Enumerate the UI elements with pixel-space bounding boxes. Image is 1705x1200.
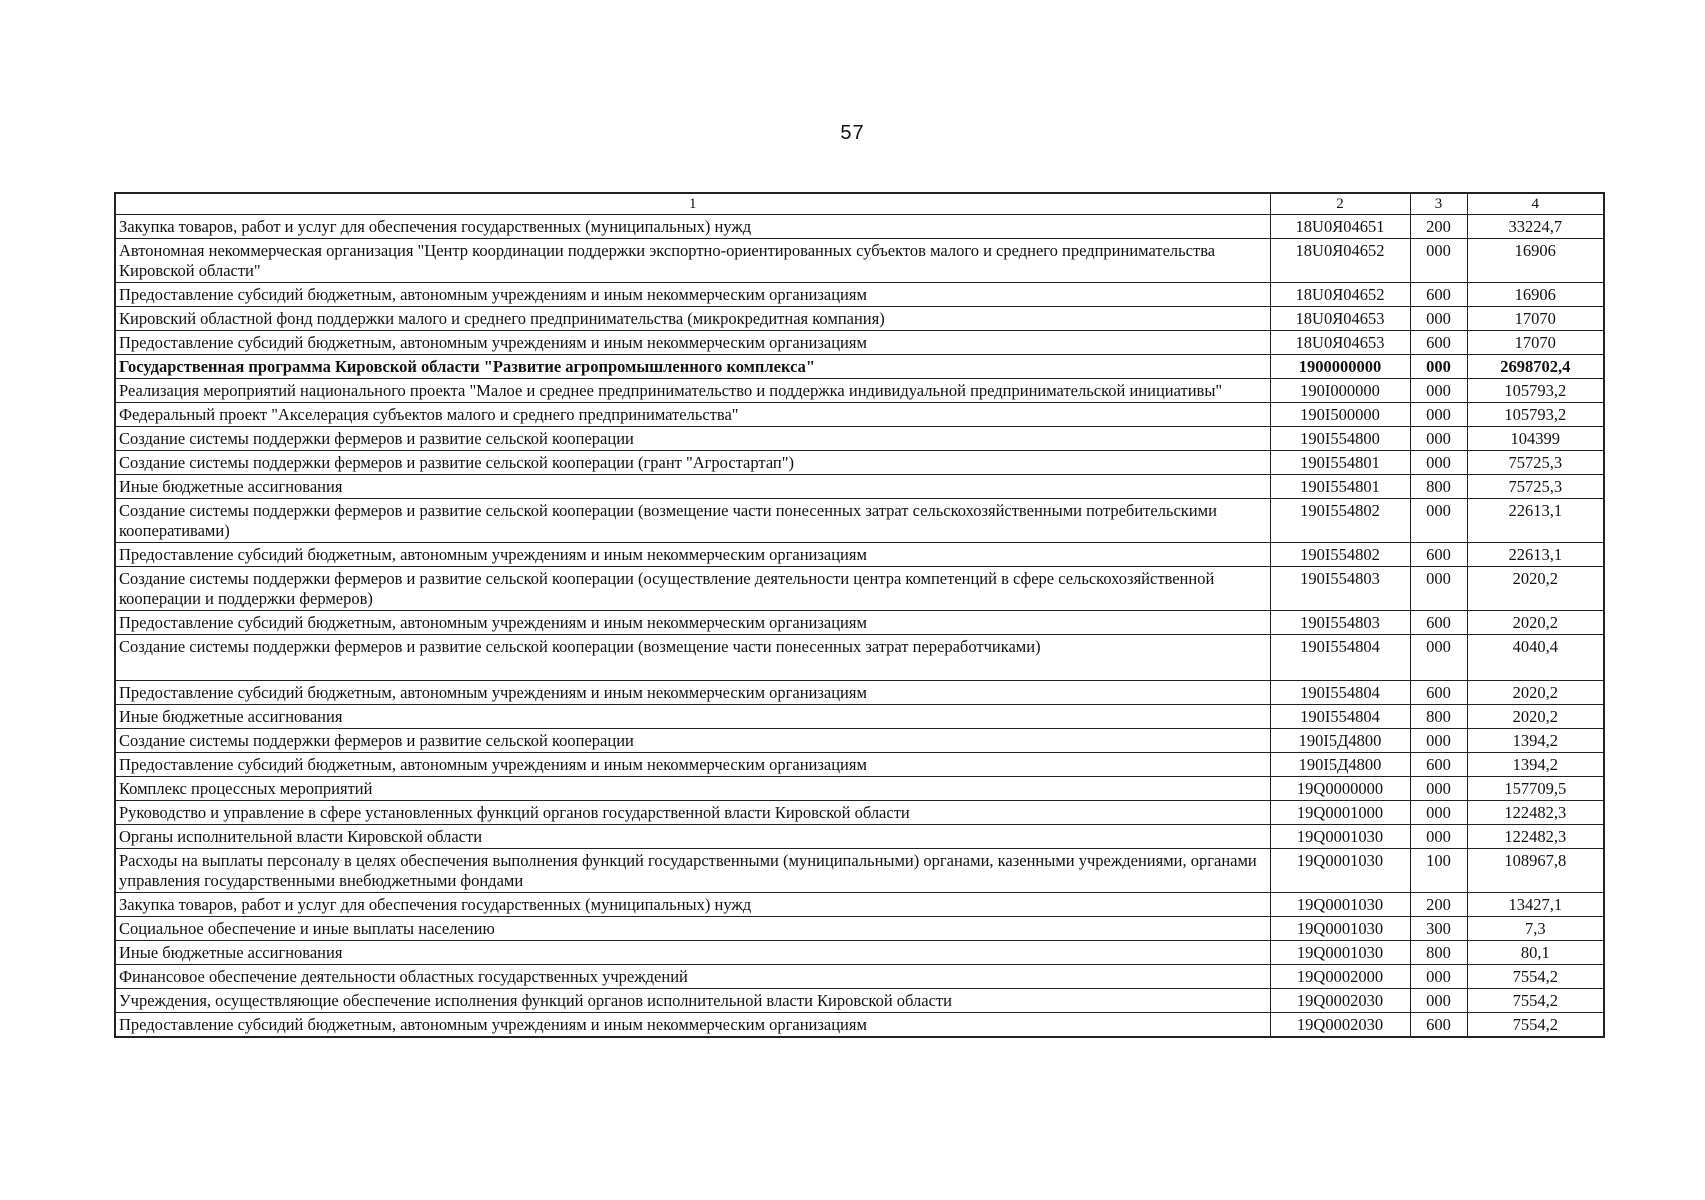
row-name-cell: Иные бюджетные ассигнования: [115, 941, 1270, 965]
row-code-cell: 19Q0002030: [1270, 1013, 1410, 1038]
row-amount-cell: 17070: [1467, 331, 1604, 355]
row-name-cell: Закупка товаров, работ и услуг для обеспечения государственных (муниципальных) нужд: [115, 215, 1270, 239]
row-amount-cell: 122482,3: [1467, 801, 1604, 825]
row-name-cell: Иные бюджетные ассигнования: [115, 705, 1270, 729]
row-code-cell: 18U0Я04653: [1270, 307, 1410, 331]
table-row: [115, 705, 1604, 729]
table-row: [115, 379, 1604, 403]
row-code-cell: 19Q0002030: [1270, 989, 1410, 1013]
row-amount-cell: 2020,2: [1467, 705, 1604, 729]
row-name-cell: Закупка товаров, работ и услуг для обеспечения государственных (муниципальных) нужд: [115, 893, 1270, 917]
row-amount-cell: 13427,1: [1467, 893, 1604, 917]
row-amount-cell: 1394,2: [1467, 729, 1604, 753]
row-type-cell: 800: [1410, 705, 1467, 729]
row-amount-cell: 2020,2: [1467, 567, 1604, 611]
row-type-cell: 600: [1410, 681, 1467, 705]
row-name-cell: Предоставление субсидий бюджетным, автономным учреждениям и иным некоммерческим организациям: [115, 611, 1270, 635]
row-code-cell: 190I554801: [1270, 475, 1410, 499]
table-row: [115, 777, 1604, 801]
row-type-cell: 000: [1410, 307, 1467, 331]
row-type-cell: 000: [1410, 635, 1467, 681]
table-row: [115, 611, 1604, 635]
row-code-cell: 19Q0001000: [1270, 801, 1410, 825]
table-row: [115, 307, 1604, 331]
table-row: [115, 403, 1604, 427]
row-code-cell: 190I554804: [1270, 681, 1410, 705]
row-code-cell: 19Q0001030: [1270, 825, 1410, 849]
row-code-cell: 190I554803: [1270, 567, 1410, 611]
row-type-cell: 800: [1410, 941, 1467, 965]
table-row: [115, 917, 1604, 941]
row-amount-cell: 2020,2: [1467, 611, 1604, 635]
row-name-cell: Иные бюджетные ассигнования: [115, 475, 1270, 499]
row-amount-cell: 17070: [1467, 307, 1604, 331]
table-row: [115, 331, 1604, 355]
row-amount-cell: 16906: [1467, 239, 1604, 283]
header-col-type: 3: [1410, 193, 1467, 215]
row-code-cell: 190I554803: [1270, 611, 1410, 635]
row-name-cell: Предоставление субсидий бюджетным, автономным учреждениям и иным некоммерческим организациям: [115, 543, 1270, 567]
row-name-cell: Кировский областной фонд поддержки малого и среднего предпринимательства (микрокредитная компания): [115, 307, 1270, 331]
row-type-cell: 200: [1410, 893, 1467, 917]
row-code-cell: 190I000000: [1270, 379, 1410, 403]
table-row: [115, 849, 1604, 893]
row-type-cell: 000: [1410, 499, 1467, 543]
row-type-cell: 000: [1410, 379, 1467, 403]
row-name-cell: Создание системы поддержки фермеров и развитие сельской кооперации (осуществление деятельности центра компетенций в сфере сельскохозяйственной кооперации и поддержки фермеров): [115, 567, 1270, 611]
row-name-cell: Финансовое обеспечение деятельности областных государственных учреждений: [115, 965, 1270, 989]
row-amount-cell: 2698702,4: [1467, 355, 1604, 379]
table-header: [115, 193, 1604, 215]
row-amount-cell: 1394,2: [1467, 753, 1604, 777]
row-type-cell: 600: [1410, 543, 1467, 567]
header-row: [115, 193, 1604, 215]
row-amount-cell: 7,3: [1467, 917, 1604, 941]
row-type-cell: 600: [1410, 1013, 1467, 1038]
row-code-cell: 1900000000: [1270, 355, 1410, 379]
table-row: [115, 989, 1604, 1013]
table-row: [115, 941, 1604, 965]
row-name-cell: Создание системы поддержки фермеров и развитие сельской кооперации (грант "Агростартап"): [115, 451, 1270, 475]
row-code-cell: 18U0Я04651: [1270, 215, 1410, 239]
row-name-cell: Автономная некоммерческая организация "Центр координации поддержки экспортно-ориентированных субъектов малого и среднего предпринимательства Кировской области": [115, 239, 1270, 283]
table-row: [115, 825, 1604, 849]
row-name-cell: Комплекс процессных мероприятий: [115, 777, 1270, 801]
row-amount-cell: 4040,4: [1467, 635, 1604, 681]
row-code-cell: 190I554802: [1270, 499, 1410, 543]
row-type-cell: 600: [1410, 611, 1467, 635]
row-amount-cell: 33224,7: [1467, 215, 1604, 239]
table-row: [115, 475, 1604, 499]
row-code-cell: 19Q0001030: [1270, 893, 1410, 917]
row-name-cell: Создание системы поддержки фермеров и развитие сельской кооперации: [115, 427, 1270, 451]
row-code-cell: 190I554800: [1270, 427, 1410, 451]
row-amount-cell: 22613,1: [1467, 543, 1604, 567]
row-code-cell: 190I5Д4800: [1270, 753, 1410, 777]
row-type-cell: 000: [1410, 801, 1467, 825]
row-code-cell: 18U0Я04652: [1270, 283, 1410, 307]
row-type-cell: 000: [1410, 239, 1467, 283]
row-code-cell: 190I554804: [1270, 635, 1410, 681]
row-type-cell: 000: [1410, 427, 1467, 451]
row-code-cell: 190I554802: [1270, 543, 1410, 567]
row-name-cell: Создание системы поддержки фермеров и развитие сельской кооперации: [115, 729, 1270, 753]
table-row: [115, 215, 1604, 239]
row-code-cell: 19Q0000000: [1270, 777, 1410, 801]
row-name-cell: Предоставление субсидий бюджетным, автономным учреждениям и иным некоммерческим организациям: [115, 331, 1270, 355]
row-type-cell: 000: [1410, 403, 1467, 427]
row-code-cell: 19Q0001030: [1270, 917, 1410, 941]
header-col-code: 2: [1270, 193, 1410, 215]
row-name-cell: Предоставление субсидий бюджетным, автономным учреждениям и иным некоммерческим организациям: [115, 681, 1270, 705]
row-name-cell: Реализация мероприятий национального проекта "Малое и среднее предпринимательство и поддержка индивидуальной предпринимательской инициативы": [115, 379, 1270, 403]
table-row: [115, 1013, 1604, 1038]
row-type-cell: 000: [1410, 451, 1467, 475]
row-code-cell: 18U0Я04653: [1270, 331, 1410, 355]
row-name-cell: Предоставление субсидий бюджетным, автономным учреждениям и иным некоммерческим организациям: [115, 1013, 1270, 1038]
row-code-cell: 18U0Я04652: [1270, 239, 1410, 283]
row-type-cell: 000: [1410, 965, 1467, 989]
row-amount-cell: 105793,2: [1467, 379, 1604, 403]
table-row: [115, 427, 1604, 451]
row-type-cell: 000: [1410, 777, 1467, 801]
table-row: [115, 283, 1604, 307]
table-row: [115, 543, 1604, 567]
row-type-cell: 000: [1410, 989, 1467, 1013]
row-code-cell: 19Q0001030: [1270, 849, 1410, 893]
table-row: [115, 681, 1604, 705]
row-amount-cell: 105793,2: [1467, 403, 1604, 427]
row-amount-cell: 7554,2: [1467, 1013, 1604, 1038]
row-amount-cell: 16906: [1467, 283, 1604, 307]
table-row: [115, 801, 1604, 825]
row-code-cell: 190I554801: [1270, 451, 1410, 475]
header-col-name: 1: [115, 193, 1270, 215]
row-amount-cell: 122482,3: [1467, 825, 1604, 849]
table-row: [115, 451, 1604, 475]
table-row: [115, 729, 1604, 753]
table-body: [115, 215, 1604, 1038]
row-amount-cell: 80,1: [1467, 941, 1604, 965]
row-name-cell: Органы исполнительной власти Кировской области: [115, 825, 1270, 849]
header-col-amount: 4: [1467, 193, 1604, 215]
row-type-cell: 000: [1410, 729, 1467, 753]
row-amount-cell: 157709,5: [1467, 777, 1604, 801]
table-row: [115, 753, 1604, 777]
row-type-cell: 200: [1410, 215, 1467, 239]
row-type-cell: 300: [1410, 917, 1467, 941]
row-name-cell: Создание системы поддержки фермеров и развитие сельской кооперации (возмещение части понесенных затрат переработчиками): [115, 635, 1270, 681]
row-amount-cell: 22613,1: [1467, 499, 1604, 543]
table-row: [115, 567, 1604, 611]
table-row: [115, 635, 1604, 681]
row-amount-cell: 75725,3: [1467, 451, 1604, 475]
row-code-cell: 190I5Д4800: [1270, 729, 1410, 753]
row-amount-cell: 7554,2: [1467, 965, 1604, 989]
row-name-cell: Предоставление субсидий бюджетным, автономным учреждениям и иным некоммерческим организациям: [115, 283, 1270, 307]
row-name-cell: Федеральный проект "Акселерация субъектов малого и среднего предпринимательства": [115, 403, 1270, 427]
row-type-cell: 000: [1410, 567, 1467, 611]
budget-table: [114, 192, 1605, 1038]
row-name-cell: Руководство и управление в сфере установленных функций органов государственной власти Кировской области: [115, 801, 1270, 825]
row-code-cell: 19Q0001030: [1270, 941, 1410, 965]
row-name-cell: Социальное обеспечение и иные выплаты населению: [115, 917, 1270, 941]
table-row: [115, 499, 1604, 543]
table-row: [115, 239, 1604, 283]
row-code-cell: 190I554804: [1270, 705, 1410, 729]
row-amount-cell: 108967,8: [1467, 849, 1604, 893]
row-name-cell: Учреждения, осуществляющие обеспечение исполнения функций органов исполнительной власти Кировской области: [115, 989, 1270, 1013]
page-number: 57: [840, 122, 865, 144]
row-name-cell: Расходы на выплаты персоналу в целях обеспечения выполнения функций государственными (муниципальными) органами, казенными учреждениями, органами управления государственными внебюджетными фондами: [115, 849, 1270, 893]
row-type-cell: 600: [1410, 283, 1467, 307]
row-type-cell: 600: [1410, 753, 1467, 777]
row-amount-cell: 7554,2: [1467, 989, 1604, 1013]
row-amount-cell: 2020,2: [1467, 681, 1604, 705]
row-type-cell: 000: [1410, 825, 1467, 849]
row-amount-cell: 104399: [1467, 427, 1604, 451]
row-amount-cell: 75725,3: [1467, 475, 1604, 499]
table-row: [115, 965, 1604, 989]
table-row: [115, 893, 1604, 917]
row-name-cell: Предоставление субсидий бюджетным, автономным учреждениям и иным некоммерческим организациям: [115, 753, 1270, 777]
row-name-cell: Создание системы поддержки фермеров и развитие сельской кооперации (возмещение части понесенных затрат сельскохозяйственными потребительскими кооперативами): [115, 499, 1270, 543]
row-code-cell: 19Q0002000: [1270, 965, 1410, 989]
row-type-cell: 600: [1410, 331, 1467, 355]
row-name-cell: Государственная программа Кировской области "Развитие агропромышленного комплекса": [115, 355, 1270, 379]
table-row: [115, 355, 1604, 379]
row-type-cell: 100: [1410, 849, 1467, 893]
row-code-cell: 190I500000: [1270, 403, 1410, 427]
row-type-cell: 000: [1410, 355, 1467, 379]
row-type-cell: 800: [1410, 475, 1467, 499]
